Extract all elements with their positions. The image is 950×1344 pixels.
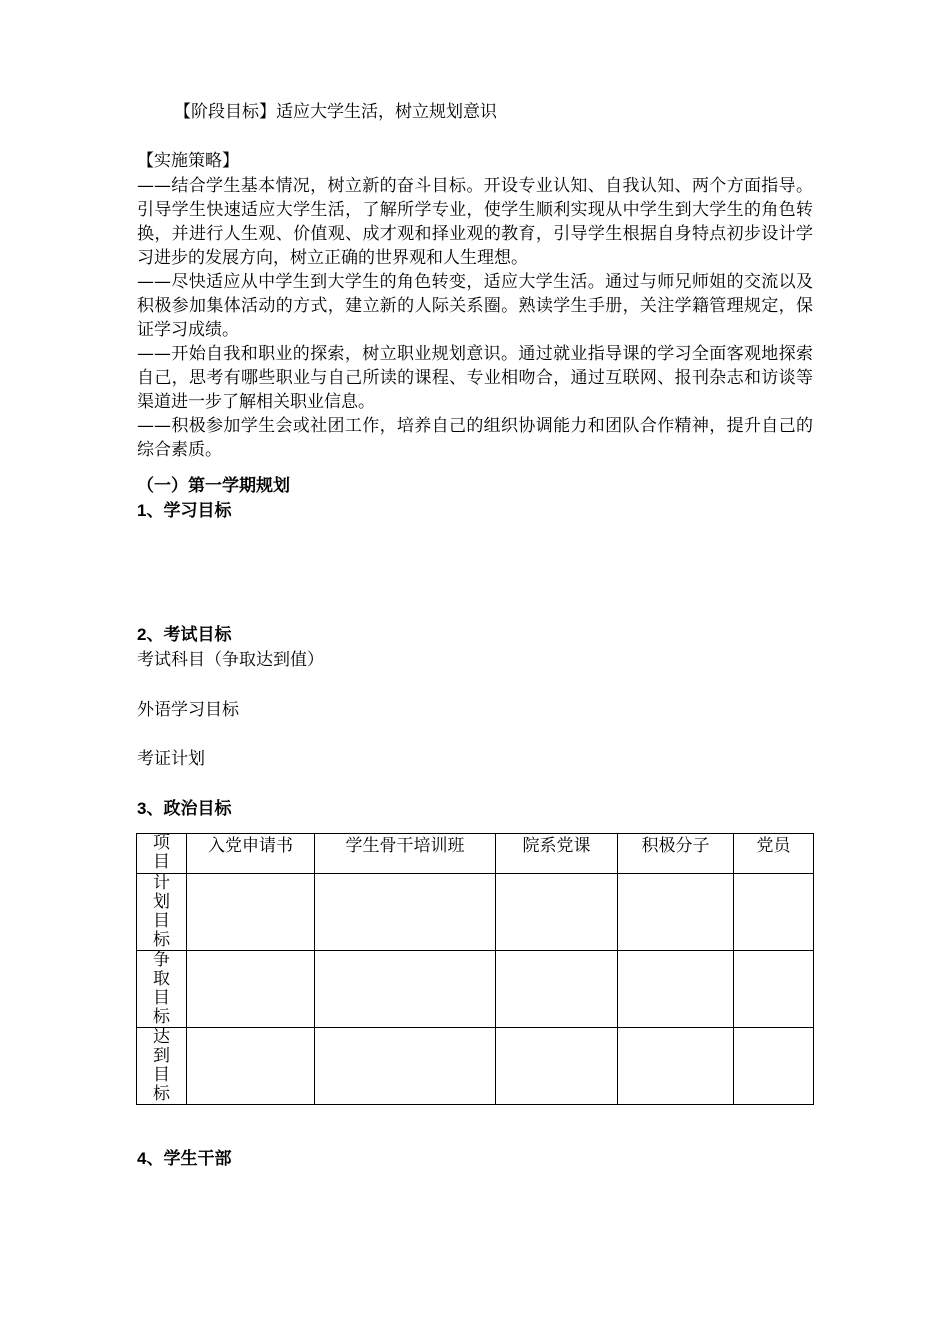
- vertical-label: [137, 834, 186, 873]
- certificate-plan-label: 考证计划: [137, 749, 205, 769]
- strategy-paragraph: ——积极参加学生会或社团工作，培养自己的组织协调能力和团队合作精神，提升自己的综合素质。: [137, 416, 813, 460]
- strategy-paragraph: ——尽快适应从中学生到大学生的角色转变，适应大学生活。通过与师兄师姐的交流以及积极参加集体活动的方式，建立新的人际关系圈。熟读学生手册，关注学籍管理规定，保证学习成绩。: [137, 272, 813, 340]
- student-cadre-heading: 4、学生干部: [137, 1149, 232, 1168]
- table-cell[interactable]: [315, 1028, 496, 1105]
- table-cell[interactable]: [496, 1028, 618, 1105]
- table-row: [137, 874, 814, 951]
- table-column-header: 院系党课: [496, 834, 618, 874]
- table-cell[interactable]: [187, 951, 315, 1028]
- strategy-body: [137, 174, 813, 462]
- table-cell[interactable]: [734, 1028, 814, 1105]
- table-cell[interactable]: [496, 874, 618, 951]
- study-goal-heading: 1、学习目标: [137, 501, 232, 520]
- table-cell[interactable]: [618, 1028, 734, 1105]
- table-column-header: 学生骨干培训班: [315, 834, 496, 874]
- strategy-paragraph: ——开始自我和职业的探索，树立职业规划意识。通过就业指导课的学习全面客观地探索自己，思考有哪些职业与自己所读的课程、专业相吻合，通过互联网、报刊杂志和访谈等渠道进一步了解相关职业信息。: [137, 344, 813, 412]
- stage-goal: 【阶段目标】适应大学生活，树立规划意识: [174, 102, 497, 122]
- table-header-row: [137, 834, 814, 874]
- table-row-label: 计 划 目 标: [137, 874, 187, 951]
- table-cell[interactable]: [187, 1028, 315, 1105]
- table-cell[interactable]: [187, 874, 315, 951]
- table-row: [137, 951, 814, 1028]
- strategy-heading: 【实施策略】: [137, 151, 239, 171]
- strategy-paragraph: ——结合学生基本情况，树立新的奋斗目标。开设专业认知、自我认知、两个方面指导。引导学生快速适应大学生活，了解所学专业，使学生顺利实现从中学生到大学生的角色转换，并进行人生观、价值观、成才观和择业观的教育，引导学生根据自身特点初步设计学习进步的发展方向，树立正确的世界观和人生理想。: [137, 176, 813, 268]
- table-corner-cell: [137, 834, 187, 874]
- table-cell[interactable]: [734, 951, 814, 1028]
- table-column-header: 入党申请书: [187, 834, 315, 874]
- table-cell[interactable]: [618, 874, 734, 951]
- table-row-label: 争 取 目 标: [137, 951, 187, 1028]
- table-column-header: 党员: [734, 834, 814, 874]
- table-cell[interactable]: [496, 951, 618, 1028]
- table-cell[interactable]: [315, 874, 496, 951]
- table-row-label: 达 到 目 标: [137, 1028, 187, 1105]
- table-column-header: 积极分子: [618, 834, 734, 874]
- table-cell[interactable]: [734, 874, 814, 951]
- semester-heading: （一）第一学期规划: [137, 476, 290, 495]
- table-cell[interactable]: [618, 951, 734, 1028]
- exam-subjects-label: 考试科目（争取达到值）: [137, 650, 324, 670]
- exam-goal-heading: 2、考试目标: [137, 625, 232, 644]
- foreign-language-label: 外语学习目标: [137, 700, 239, 720]
- table-row: [137, 1028, 814, 1105]
- table-cell[interactable]: [315, 951, 496, 1028]
- politics-goal-table: [136, 833, 814, 1105]
- table-corner-label: 项 目: [153, 834, 170, 872]
- politics-goal-heading: 3、政治目标: [137, 799, 232, 818]
